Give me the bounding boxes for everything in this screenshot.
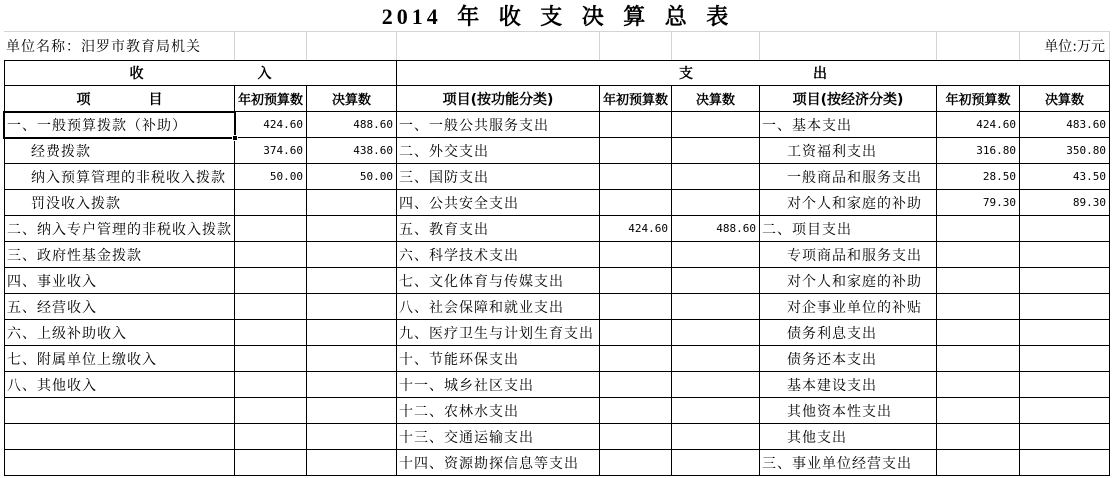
function-final-header[interactable]: 决算数 (672, 86, 760, 112)
economic-expense-item[interactable]: 其他资本性支出 (760, 398, 937, 424)
economic-budget-value[interactable] (937, 346, 1020, 372)
economic-expense-item[interactable]: 其他支出 (760, 424, 937, 450)
income-header-char: 入 (257, 66, 272, 82)
economic-final-value[interactable]: 89.30 (1020, 190, 1110, 216)
function-budget-value[interactable] (600, 398, 672, 424)
economic-final-value[interactable] (1020, 216, 1110, 242)
income-final-value[interactable] (307, 242, 397, 268)
economic-expense-item[interactable]: 一、基本支出 (760, 112, 937, 138)
function-budget-value[interactable] (600, 424, 672, 450)
income-header-char: 收 (129, 66, 144, 82)
income-item-header[interactable] (4, 86, 235, 112)
economic-expense-item[interactable]: 一般商品和服务支出 (760, 164, 937, 190)
function-budget-value[interactable] (600, 268, 672, 294)
function-expense-item[interactable]: 一、一般公共服务支出 (397, 112, 600, 138)
income-final-value[interactable] (307, 268, 397, 294)
item-header-char: 目 (148, 91, 163, 108)
economic-expense-item[interactable]: 债务还本支出 (760, 346, 937, 372)
function-budget-value[interactable] (600, 242, 672, 268)
economic-expense-item[interactable]: 二、项目支出 (760, 216, 937, 242)
function-budget-value[interactable] (600, 294, 672, 320)
function-item-header[interactable]: 项目(按功能分类) (397, 86, 600, 112)
income-final-value[interactable]: 488.60 (307, 112, 397, 138)
economic-final-value[interactable] (1020, 424, 1110, 450)
fill-handle[interactable] (232, 135, 238, 141)
function-expense-item[interactable]: 八、社会保障和就业支出 (397, 294, 600, 320)
income-final-value[interactable] (307, 216, 397, 242)
economic-expense-item[interactable]: 对个人和家庭的补助 (760, 190, 937, 216)
economic-budget-value[interactable] (937, 424, 1020, 450)
economic-final-value[interactable] (1020, 294, 1110, 320)
economic-expense-item[interactable]: 债务利息支出 (760, 320, 937, 346)
income-item[interactable]: 二、纳入专户管理的非税收入拨款 (4, 216, 235, 242)
function-budget-value[interactable] (600, 320, 672, 346)
income-final-value[interactable]: 50.00 (307, 164, 397, 190)
economic-final-value[interactable] (1020, 372, 1110, 398)
function-budget-value[interactable] (600, 372, 672, 398)
income-item[interactable]: 五、经营收入 (4, 294, 235, 320)
empty-cell[interactable] (4, 398, 235, 424)
empty-cell[interactable] (672, 32, 760, 60)
income-item[interactable]: 经费拨款 (4, 138, 235, 164)
function-expense-item[interactable]: 四、公共安全支出 (397, 190, 600, 216)
empty-cell[interactable] (760, 32, 937, 60)
function-budget-value[interactable] (600, 346, 672, 372)
empty-cell[interactable] (235, 32, 307, 60)
function-final-value[interactable] (672, 372, 760, 398)
economic-expense-item[interactable]: 工资福利支出 (760, 138, 937, 164)
expenditure-section-header[interactable] (397, 60, 1110, 86)
empty-cell[interactable] (307, 32, 397, 60)
income-budget-value[interactable] (235, 424, 307, 450)
function-final-value[interactable] (672, 294, 760, 320)
income-budget-value[interactable]: 424.60 (235, 112, 307, 138)
function-final-value[interactable] (672, 398, 760, 424)
income-final-value[interactable] (307, 450, 397, 476)
income-budget-value[interactable] (235, 450, 307, 476)
income-item[interactable]: 八、其他收入 (4, 372, 235, 398)
economic-final-value[interactable] (1020, 320, 1110, 346)
income-budget-value[interactable] (235, 216, 307, 242)
income-final-value[interactable] (307, 372, 397, 398)
economic-budget-value[interactable] (937, 372, 1020, 398)
function-final-value[interactable] (672, 268, 760, 294)
income-final-value[interactable]: 438.60 (307, 138, 397, 164)
function-final-value[interactable] (672, 450, 760, 476)
economic-budget-value[interactable] (937, 294, 1020, 320)
income-budget-value[interactable] (235, 190, 307, 216)
function-final-value[interactable] (672, 112, 760, 138)
income-budget-value[interactable] (235, 372, 307, 398)
economic-expense-item[interactable]: 专项商品和服务支出 (760, 242, 937, 268)
income-budget-header[interactable]: 年初预算数 (235, 86, 307, 112)
economic-budget-value[interactable] (937, 450, 1020, 476)
economic-item-header[interactable]: 项目(按经济分类) (760, 86, 937, 112)
economic-budget-value[interactable] (937, 242, 1020, 268)
income-budget-value[interactable] (235, 320, 307, 346)
empty-cell[interactable] (397, 32, 600, 60)
function-final-value[interactable] (672, 164, 760, 190)
income-item[interactable]: 纳入预算管理的非税收入拨款 (4, 164, 235, 190)
income-final-header[interactable]: 决算数 (307, 86, 397, 112)
economic-expense-item[interactable]: 对企事业单位的补贴 (760, 294, 937, 320)
economic-budget-value[interactable] (937, 216, 1020, 242)
function-final-value[interactable] (672, 138, 760, 164)
income-budget-value[interactable]: 374.60 (235, 138, 307, 164)
economic-budget-value[interactable]: 424.60 (937, 112, 1020, 138)
function-expense-item[interactable]: 十三、交通运输支出 (397, 424, 600, 450)
function-budget-value[interactable]: 424.60 (600, 216, 672, 242)
spreadsheet-grid (4, 0, 1110, 476)
empty-cell[interactable] (4, 450, 235, 476)
economic-budget-value[interactable] (937, 398, 1020, 424)
empty-cell[interactable] (4, 424, 235, 450)
economic-budget-value[interactable]: 28.50 (937, 164, 1020, 190)
expenditure-header-char: 支 (679, 66, 693, 82)
income-budget-value[interactable]: 50.00 (235, 164, 307, 190)
income-item[interactable]: 一、一般预算拨款（补助） (4, 112, 235, 138)
function-budget-value[interactable] (600, 112, 672, 138)
income-item[interactable]: 七、附属单位上缴收入 (4, 346, 235, 372)
function-final-value[interactable] (672, 346, 760, 372)
function-final-value[interactable] (672, 242, 760, 268)
function-expense-item[interactable]: 九、医疗卫生与计划生育支出 (397, 320, 600, 346)
income-budget-value[interactable] (235, 242, 307, 268)
economic-final-value[interactable] (1020, 450, 1110, 476)
empty-cell[interactable] (937, 32, 1020, 60)
economic-expense-item[interactable]: 对个人和家庭的补助 (760, 268, 937, 294)
economic-final-value[interactable]: 350.80 (1020, 138, 1110, 164)
function-expense-item[interactable]: 十一、城乡社区支出 (397, 372, 600, 398)
economic-final-header[interactable]: 决算数 (1020, 86, 1110, 112)
function-budget-header[interactable]: 年初预算数 (600, 86, 672, 112)
function-expense-item[interactable]: 六、科学技术支出 (397, 242, 600, 268)
income-final-value[interactable] (307, 190, 397, 216)
function-budget-value[interactable] (600, 190, 672, 216)
unit-name[interactable]: 单位名称：汨罗市教育局机关 (4, 32, 235, 60)
function-final-value[interactable]: 488.60 (672, 216, 760, 242)
income-final-value[interactable] (307, 346, 397, 372)
income-budget-value[interactable] (235, 294, 307, 320)
income-final-value[interactable] (307, 424, 397, 450)
economic-budget-value[interactable]: 79.30 (937, 190, 1020, 216)
function-expense-item[interactable]: 五、教育支出 (397, 216, 600, 242)
income-final-value[interactable] (307, 320, 397, 346)
economic-budget-value[interactable] (937, 320, 1020, 346)
function-final-value[interactable] (672, 190, 760, 216)
economic-budget-header[interactable]: 年初预算数 (937, 86, 1020, 112)
expenditure-header-char: 出 (813, 66, 827, 82)
economic-budget-value[interactable]: 316.80 (937, 138, 1020, 164)
income-item[interactable]: 三、政府性基金拨款 (4, 242, 235, 268)
function-budget-value[interactable] (600, 450, 672, 476)
function-expense-item[interactable]: 二、外交支出 (397, 138, 600, 164)
economic-expense-item[interactable]: 三、事业单位经营支出 (760, 450, 937, 476)
income-budget-value[interactable] (235, 398, 307, 424)
economic-final-value[interactable] (1020, 268, 1110, 294)
currency-unit[interactable]: 单位:万元 (1020, 32, 1110, 60)
function-expense-item[interactable]: 十四、资源勘探信息等支出 (397, 450, 600, 476)
income-budget-value[interactable] (235, 268, 307, 294)
item-header-char: 项 (76, 91, 91, 108)
function-expense-item[interactable]: 十、节能环保支出 (397, 346, 600, 372)
economic-budget-value[interactable] (937, 268, 1020, 294)
function-expense-item[interactable]: 十二、农林水支出 (397, 398, 600, 424)
economic-final-value[interactable] (1020, 346, 1110, 372)
function-expense-item[interactable]: 七、文化体育与传媒支出 (397, 268, 600, 294)
income-final-value[interactable] (307, 398, 397, 424)
empty-cell[interactable] (600, 32, 672, 60)
income-item[interactable]: 四、事业收入 (4, 268, 235, 294)
function-final-value[interactable] (672, 424, 760, 450)
economic-final-value[interactable]: 43.50 (1020, 164, 1110, 190)
economic-final-value[interactable] (1020, 242, 1110, 268)
function-budget-value[interactable] (600, 138, 672, 164)
income-item[interactable]: 六、上级补助收入 (4, 320, 235, 346)
function-expense-item[interactable]: 三、国防支出 (397, 164, 600, 190)
income-item[interactable]: 罚没收入拨款 (4, 190, 235, 216)
income-budget-value[interactable] (235, 346, 307, 372)
report-title[interactable]: 2014 年 收 支 决 算 总 表 (4, 0, 1110, 32)
function-final-value[interactable] (672, 320, 760, 346)
economic-final-value[interactable]: 483.60 (1020, 112, 1110, 138)
economic-expense-item[interactable]: 基本建设支出 (760, 372, 937, 398)
function-budget-value[interactable] (600, 164, 672, 190)
income-section-header[interactable] (4, 60, 397, 86)
economic-final-value[interactable] (1020, 398, 1110, 424)
income-final-value[interactable] (307, 294, 397, 320)
